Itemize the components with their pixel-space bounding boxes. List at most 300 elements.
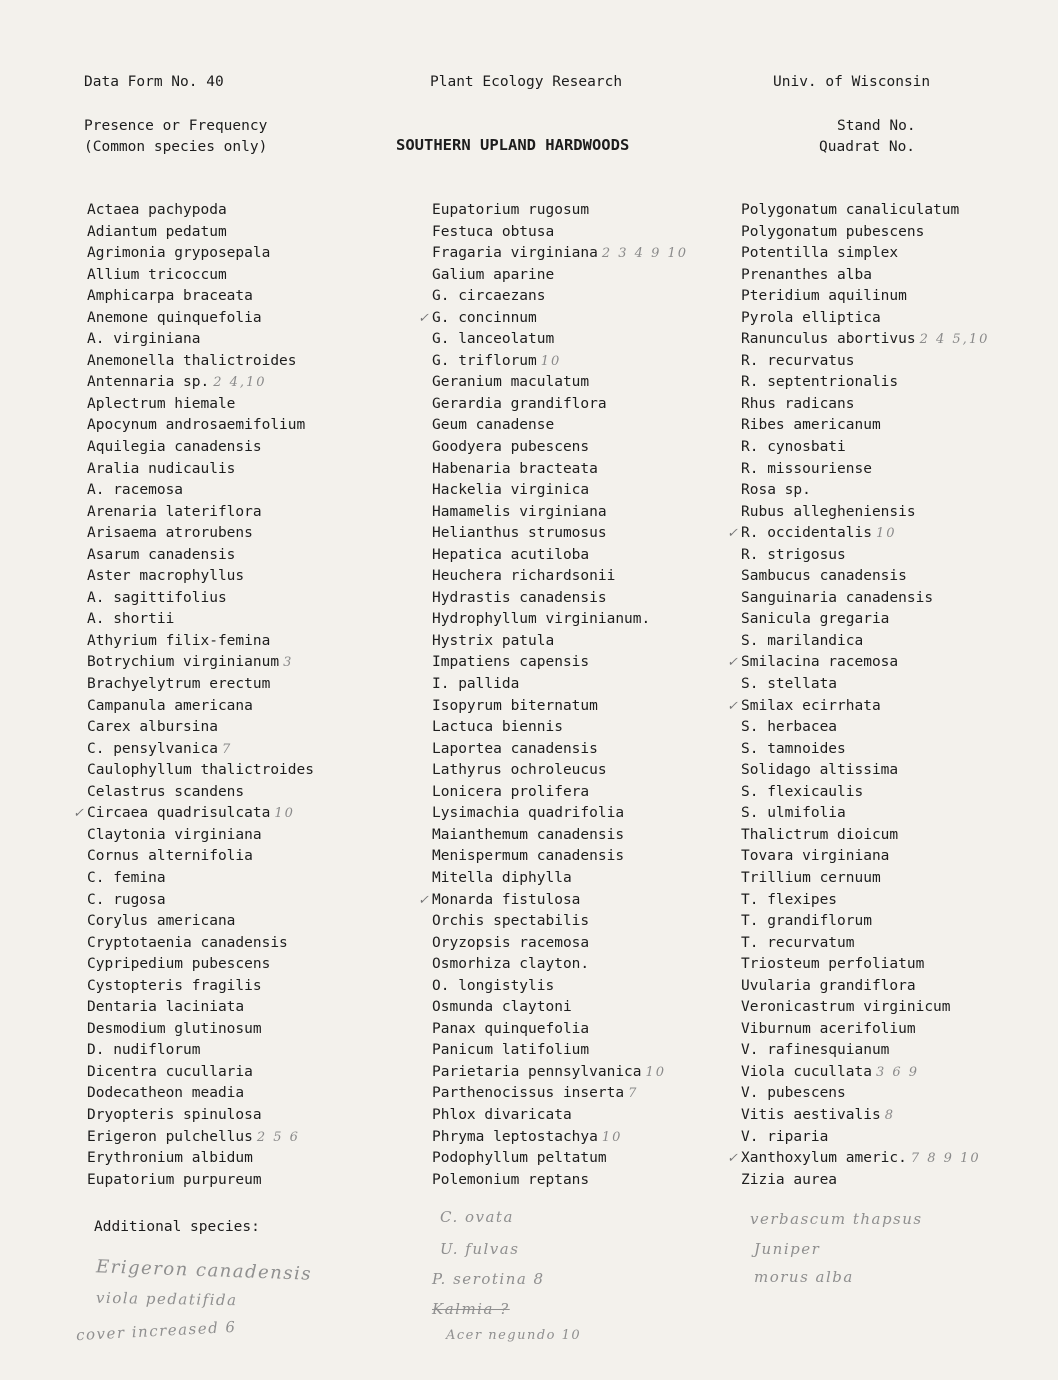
species-item — [432, 1019, 762, 1041]
species-name: Uvularia grandiflora — [741, 977, 916, 994]
species-name: Corylus americana — [87, 913, 236, 930]
species-item — [741, 222, 1058, 244]
species-name: Festuca obtusa — [432, 223, 555, 240]
species-item — [741, 329, 1058, 351]
species-name: Polygonatum canaliculatum — [741, 202, 960, 218]
species-name: Ranunculus abortivus — [741, 331, 916, 348]
species-name: Rubus allegheniensis — [741, 503, 916, 520]
species-item — [87, 846, 417, 868]
handwritten-frequency-note: 3 — [283, 655, 294, 671]
species-name: Aplectrum hiemale — [87, 395, 236, 412]
species-item — [741, 502, 1058, 524]
species-column-1 — [73, 200, 417, 1191]
species-item — [432, 351, 762, 373]
handwritten-frequency-note: 7 8 9 10 — [910, 1151, 981, 1167]
species-item — [87, 1170, 417, 1192]
species-name: S. marilandica — [741, 632, 864, 649]
species-name: Lysimachia quadrifolia — [432, 805, 625, 822]
species-item — [741, 1019, 1058, 1041]
species-name: Pyrola elliptica — [741, 309, 881, 326]
handwritten-note: Erigeron canadensis — [95, 1256, 313, 1285]
species-item — [87, 782, 417, 804]
species-name: R. septentrionalis — [741, 374, 899, 391]
species-item — [432, 631, 762, 653]
species-item — [432, 1105, 762, 1127]
species-name: G. concinnum — [432, 309, 537, 326]
species-item — [432, 459, 762, 481]
species-name: Menispermum canadensis — [432, 848, 625, 865]
species-item — [87, 200, 417, 222]
common-label: (Common species only) — [84, 139, 268, 155]
species-name: Hackelia virginica — [432, 482, 590, 499]
species-name: R. missouriense — [741, 460, 872, 477]
species-item — [741, 846, 1058, 868]
species-name: Claytonia virginiana — [87, 826, 262, 843]
species-name: Fragaria virginiana — [432, 245, 598, 262]
species-name: Brachyelytrum erectum — [87, 676, 271, 693]
species-item — [432, 609, 762, 631]
species-name: Phryma leptostachya — [432, 1128, 598, 1145]
species-name: Prenanthes alba — [741, 266, 872, 283]
species-item — [432, 782, 762, 804]
species-name: A. virginiana — [87, 331, 201, 348]
check-mark-icon: ✓ — [727, 1151, 738, 1167]
species-item — [741, 1170, 1058, 1192]
species-name: Goodyera pubescens — [432, 439, 590, 456]
species-name: Parthenocissus inserta — [432, 1085, 625, 1102]
species-name: Geum canadense — [432, 417, 555, 434]
species-item — [741, 739, 1058, 761]
species-name: Hepatica acutiloba — [432, 546, 590, 563]
species-item — [87, 243, 417, 265]
species-name: Viola cucullata — [741, 1063, 872, 1080]
species-item — [432, 480, 762, 502]
page-title: SOUTHERN UPLAND HARDWOODS — [396, 136, 630, 154]
species-name: Geranium maculatum — [432, 374, 590, 391]
species-item — [741, 372, 1058, 394]
species-name: Potentilla simplex — [741, 245, 899, 262]
species-name: Habenaria bracteata — [432, 460, 598, 477]
species-item — [87, 674, 417, 696]
species-name: V. riparia — [741, 1128, 829, 1145]
species-item — [432, 696, 762, 718]
species-name: R. recurvatus — [741, 352, 855, 369]
species-item — [432, 976, 762, 998]
species-item — [741, 308, 1058, 330]
species-name: Panax quinquefolia — [432, 1020, 590, 1037]
species-name: Smilacina racemosa — [741, 654, 899, 671]
species-name: Orchis spectabilis — [432, 913, 590, 930]
species-item — [741, 1062, 1058, 1084]
species-name: Celastrus scandens — [87, 783, 245, 800]
species-name: Parietaria pennsylvanica — [432, 1063, 642, 1080]
species-column-2 — [418, 200, 762, 1191]
species-item — [87, 1019, 417, 1041]
species-name: Trillium cernuum — [741, 869, 881, 886]
check-mark-icon: ✓ — [727, 655, 738, 671]
species-name: A. racemosa — [87, 482, 184, 499]
species-item — [432, 1040, 762, 1062]
species-name: Rosa sp. — [741, 482, 811, 499]
species-item — [741, 437, 1058, 459]
species-item — [87, 911, 417, 933]
species-item — [418, 308, 762, 330]
species-item — [87, 976, 417, 998]
species-item — [727, 523, 1058, 545]
species-name: Erigeron pulchellus — [87, 1128, 253, 1145]
species-name: G. triflorum — [432, 352, 537, 369]
species-item — [87, 286, 417, 308]
species-item — [727, 696, 1058, 718]
university: Univ. of Wisconsin — [773, 74, 931, 90]
species-item — [432, 739, 762, 761]
species-item — [432, 243, 762, 265]
species-item — [432, 502, 762, 524]
species-item — [741, 631, 1058, 653]
species-item — [87, 652, 417, 674]
check-mark-icon: ✓ — [418, 892, 429, 908]
species-name: Actaea pachypoda — [87, 202, 227, 218]
species-item — [741, 566, 1058, 588]
species-name: Veronicastrum virginicum — [741, 999, 951, 1016]
species-item — [87, 437, 417, 459]
presence-label: Presence or Frequency — [84, 118, 268, 134]
species-item — [741, 825, 1058, 847]
species-item — [87, 372, 417, 394]
species-item — [87, 933, 417, 955]
handwritten-frequency-note: 7 — [221, 741, 233, 757]
species-item — [87, 480, 417, 502]
species-item — [73, 803, 417, 825]
species-item — [87, 222, 417, 244]
species-item — [741, 394, 1058, 416]
species-name: Eupatorium rugosum — [432, 202, 590, 218]
species-item — [432, 954, 762, 976]
species-item — [741, 480, 1058, 502]
species-item — [432, 394, 762, 416]
species-name: Rhus radicans — [741, 395, 855, 412]
species-name: Dicentra cucullaria — [87, 1063, 253, 1080]
species-name: Dodecatheon meadia — [87, 1085, 245, 1102]
species-name: S. herbacea — [741, 719, 838, 736]
species-item — [87, 631, 417, 653]
species-item — [87, 588, 417, 610]
species-item — [741, 545, 1058, 567]
handwritten-note: Juniper — [754, 1240, 821, 1258]
species-item — [87, 265, 417, 287]
species-item — [87, 308, 417, 330]
species-name: Sanicula gregaria — [741, 611, 890, 628]
species-item — [87, 329, 417, 351]
species-name: Sambucus canadensis — [741, 568, 907, 585]
species-name: Campanula americana — [87, 697, 253, 714]
species-name: Zizia aurea — [741, 1171, 838, 1188]
species-item — [432, 545, 762, 567]
species-item — [741, 415, 1058, 437]
species-name: Xanthoxylum americ. — [741, 1150, 907, 1167]
species-item — [87, 394, 417, 416]
species-name: Cornus alternifolia — [87, 848, 253, 865]
species-name: Apocynum androsaemifolium — [87, 417, 306, 434]
species-name: Maianthemum canadensis — [432, 826, 625, 843]
species-item — [432, 1062, 762, 1084]
species-item — [432, 717, 762, 739]
species-name: Arisaema atrorubens — [87, 525, 253, 542]
handwritten-frequency-note: 2 4 5,10 — [919, 332, 990, 348]
species-name: R. strigosus — [741, 546, 846, 563]
species-name: Aster macrophyllus — [87, 568, 245, 585]
species-name: Dryopteris spinulosa — [87, 1106, 262, 1123]
additional-species-label: Additional species: — [94, 1219, 260, 1235]
species-item — [741, 286, 1058, 308]
species-name: Lactuca biennis — [432, 719, 563, 736]
handwritten-frequency-note: 8 — [884, 1107, 895, 1123]
handwritten-frequency-note: 7 — [628, 1086, 639, 1102]
species-name: Anemonella thalictroides — [87, 352, 297, 369]
species-name: Heuchera richardsonii — [432, 568, 616, 585]
species-name: G. lanceolatum — [432, 331, 555, 348]
species-name: Antennaria sp. — [87, 374, 210, 391]
species-item — [87, 954, 417, 976]
handwritten-frequency-note: 2 3 4 9 10 — [601, 246, 689, 262]
species-name: A. sagittifolius — [87, 589, 227, 606]
species-name: V. pubescens — [741, 1085, 846, 1102]
species-item — [432, 523, 762, 545]
species-name: Hydrophyllum virginianum. — [432, 611, 651, 628]
species-name: S. flexicaulis — [741, 783, 864, 800]
species-item — [741, 717, 1058, 739]
species-name: C. rugosa — [87, 891, 166, 908]
species-name: Panicum latifolium — [432, 1042, 590, 1059]
species-name: Osmunda claytoni — [432, 999, 572, 1016]
species-item — [432, 997, 762, 1019]
species-item — [432, 825, 762, 847]
species-name: Caulophyllum thalictroides — [87, 762, 314, 779]
species-name: Amphicarpa braceata — [87, 288, 253, 305]
species-name: Lathyrus ochroleucus — [432, 762, 607, 779]
species-name: Athyrium filix-femina — [87, 632, 271, 649]
species-name: R. occidentalis — [741, 525, 872, 542]
species-name: Laportea canadensis — [432, 740, 598, 757]
species-item — [87, 1040, 417, 1062]
species-item — [87, 566, 417, 588]
species-item — [432, 1127, 762, 1149]
species-name: Cryptotaenia canadensis — [87, 934, 288, 951]
species-item — [741, 243, 1058, 265]
handwritten-note: morus alba — [754, 1268, 854, 1286]
species-name: Botrychium virginianum — [87, 654, 280, 671]
species-item — [87, 890, 417, 912]
species-item — [741, 588, 1058, 610]
species-name: Solidago altissima — [741, 762, 899, 779]
check-mark-icon: ✓ — [727, 526, 738, 542]
handwritten-note: viola pedatifida — [95, 1288, 238, 1310]
handwritten-frequency-note: 10 — [540, 353, 562, 369]
species-name: Desmodium glutinosum — [87, 1020, 262, 1037]
handwritten-frequency-note: 10 — [645, 1064, 667, 1080]
species-item — [741, 997, 1058, 1019]
species-item — [432, 286, 762, 308]
species-item — [741, 954, 1058, 976]
species-name: Polygonatum pubescens — [741, 223, 925, 240]
species-item — [87, 868, 417, 890]
species-column-3 — [727, 200, 1058, 1191]
species-name: Galium aparine — [432, 266, 555, 283]
check-mark-icon: ✓ — [727, 698, 738, 714]
species-item — [741, 674, 1058, 696]
species-item — [87, 351, 417, 373]
species-item — [432, 652, 762, 674]
species-name: Hamamelis virginiana — [432, 503, 607, 520]
species-item — [87, 997, 417, 1019]
species-name: Anemone quinquefolia — [87, 309, 262, 326]
species-item — [741, 265, 1058, 287]
handwritten-frequency-note: 10 — [274, 806, 295, 822]
species-item — [87, 415, 417, 437]
species-name: C. pensylvanica — [87, 740, 218, 757]
species-item — [741, 911, 1058, 933]
species-item — [432, 265, 762, 287]
species-item — [727, 652, 1058, 674]
species-item — [432, 372, 762, 394]
species-item — [432, 415, 762, 437]
species-name: Sanguinaria canadensis — [741, 589, 934, 606]
species-item — [432, 222, 762, 244]
species-item — [87, 459, 417, 481]
check-mark-icon: ✓ — [73, 806, 84, 822]
species-name: Tovara virginiana — [741, 848, 890, 865]
handwritten-frequency-note: 10 — [601, 1129, 623, 1145]
species-name: D. nudiflorum — [87, 1042, 201, 1059]
species-item — [87, 609, 417, 631]
species-name: S. tamnoides — [741, 740, 846, 757]
species-name: Eupatorium purpureum — [87, 1171, 262, 1188]
handwritten-note: C. ovata — [440, 1208, 514, 1226]
species-name: Vitis aestivalis — [741, 1106, 881, 1123]
species-item — [741, 782, 1058, 804]
species-name: Asarum canadensis — [87, 546, 236, 563]
species-name: Phlox divaricata — [432, 1106, 572, 1123]
species-name: S. ulmifolia — [741, 805, 846, 822]
handwritten-frequency-note: 2 4,10 — [213, 375, 267, 391]
species-name: Circaea quadrisulcata — [87, 805, 271, 822]
species-item — [741, 976, 1058, 998]
species-item — [87, 1083, 417, 1105]
species-item — [432, 200, 762, 222]
species-name: Carex albursina — [87, 719, 218, 736]
species-item — [87, 545, 417, 567]
species-item — [432, 803, 762, 825]
handwritten-frequency-note: 3 6 9 — [875, 1064, 920, 1080]
species-name: Mitella diphylla — [432, 869, 572, 886]
quadrat-number: Quadrat No. — [819, 139, 916, 155]
species-name: Pteridium aquilinum — [741, 288, 907, 305]
species-name: Lonicera prolifera — [432, 783, 590, 800]
species-item — [741, 1105, 1058, 1127]
species-item — [87, 717, 417, 739]
species-name: Thalictrum dioicum — [741, 826, 899, 843]
species-name: T. recurvatum — [741, 934, 855, 951]
species-item — [741, 890, 1058, 912]
species-name: Oryzopsis racemosa — [432, 934, 590, 951]
species-name: Polemonium reptans — [432, 1171, 590, 1188]
handwritten-note: cover increased 6 — [75, 1317, 237, 1345]
species-item — [87, 502, 417, 524]
species-name: R. cynosbati — [741, 439, 846, 456]
species-item — [432, 329, 762, 351]
species-name: Agrimonia gryposepala — [87, 245, 271, 262]
handwritten-note: verbascum thapsus — [750, 1210, 923, 1228]
species-name: Viburnum acerifolium — [741, 1020, 916, 1037]
species-name: Podophyllum peltatum — [432, 1150, 607, 1167]
species-name: Arenaria lateriflora — [87, 503, 262, 520]
species-item — [727, 1148, 1058, 1170]
species-item — [432, 566, 762, 588]
species-item — [87, 1105, 417, 1127]
species-name: Impatiens capensis — [432, 654, 590, 671]
species-item — [741, 1127, 1058, 1149]
species-name: S. stellata — [741, 676, 838, 693]
species-name: G. circaezans — [432, 288, 546, 305]
species-name: O. longistylis — [432, 977, 555, 994]
species-item — [741, 760, 1058, 782]
species-item — [741, 1083, 1058, 1105]
species-item — [87, 1062, 417, 1084]
species-item — [87, 825, 417, 847]
check-mark-icon: ✓ — [418, 310, 429, 326]
species-item — [87, 696, 417, 718]
species-name: A. shortii — [87, 611, 175, 628]
handwritten-frequency-note: 10 — [875, 526, 897, 542]
species-name: Osmorhiza clayton. — [432, 956, 590, 973]
species-item — [432, 868, 762, 890]
species-name: Hystrix patula — [432, 632, 555, 649]
species-name: Allium tricoccum — [87, 266, 227, 283]
species-name: Gerardia grandiflora — [432, 395, 607, 412]
species-item — [741, 868, 1058, 890]
species-item — [432, 760, 762, 782]
species-name: Monarda fistulosa — [432, 891, 581, 908]
species-item — [432, 1148, 762, 1170]
species-item — [432, 588, 762, 610]
species-name: Aquilegia canadensis — [87, 439, 262, 456]
species-name: Aralia nudicaulis — [87, 460, 236, 477]
species-item — [418, 890, 762, 912]
species-name: Cystopteris fragilis — [87, 977, 262, 994]
species-name: Hydrastis canadensis — [432, 589, 607, 606]
species-item — [432, 1083, 762, 1105]
species-item — [741, 803, 1058, 825]
species-item — [432, 846, 762, 868]
species-name: Dentaria laciniata — [87, 999, 245, 1016]
species-name: C. femina — [87, 869, 166, 886]
species-item — [741, 609, 1058, 631]
species-name: Adiantum pedatum — [87, 223, 227, 240]
species-item — [432, 911, 762, 933]
species-name: V. rafinesquianum — [741, 1042, 890, 1059]
species-item — [741, 200, 1058, 222]
handwritten-note: U. fulvas — [440, 1240, 520, 1258]
species-item — [741, 1040, 1058, 1062]
form-number: Data Form No. 40 — [84, 74, 224, 90]
research-title: Plant Ecology Research — [430, 74, 623, 90]
species-name: Erythronium albidum — [87, 1150, 253, 1167]
stand-number: Stand No. — [837, 118, 916, 134]
species-name: Ribes americanum — [741, 417, 881, 434]
species-name: Cypripedium pubescens — [87, 956, 271, 973]
species-item — [432, 674, 762, 696]
species-item — [87, 523, 417, 545]
